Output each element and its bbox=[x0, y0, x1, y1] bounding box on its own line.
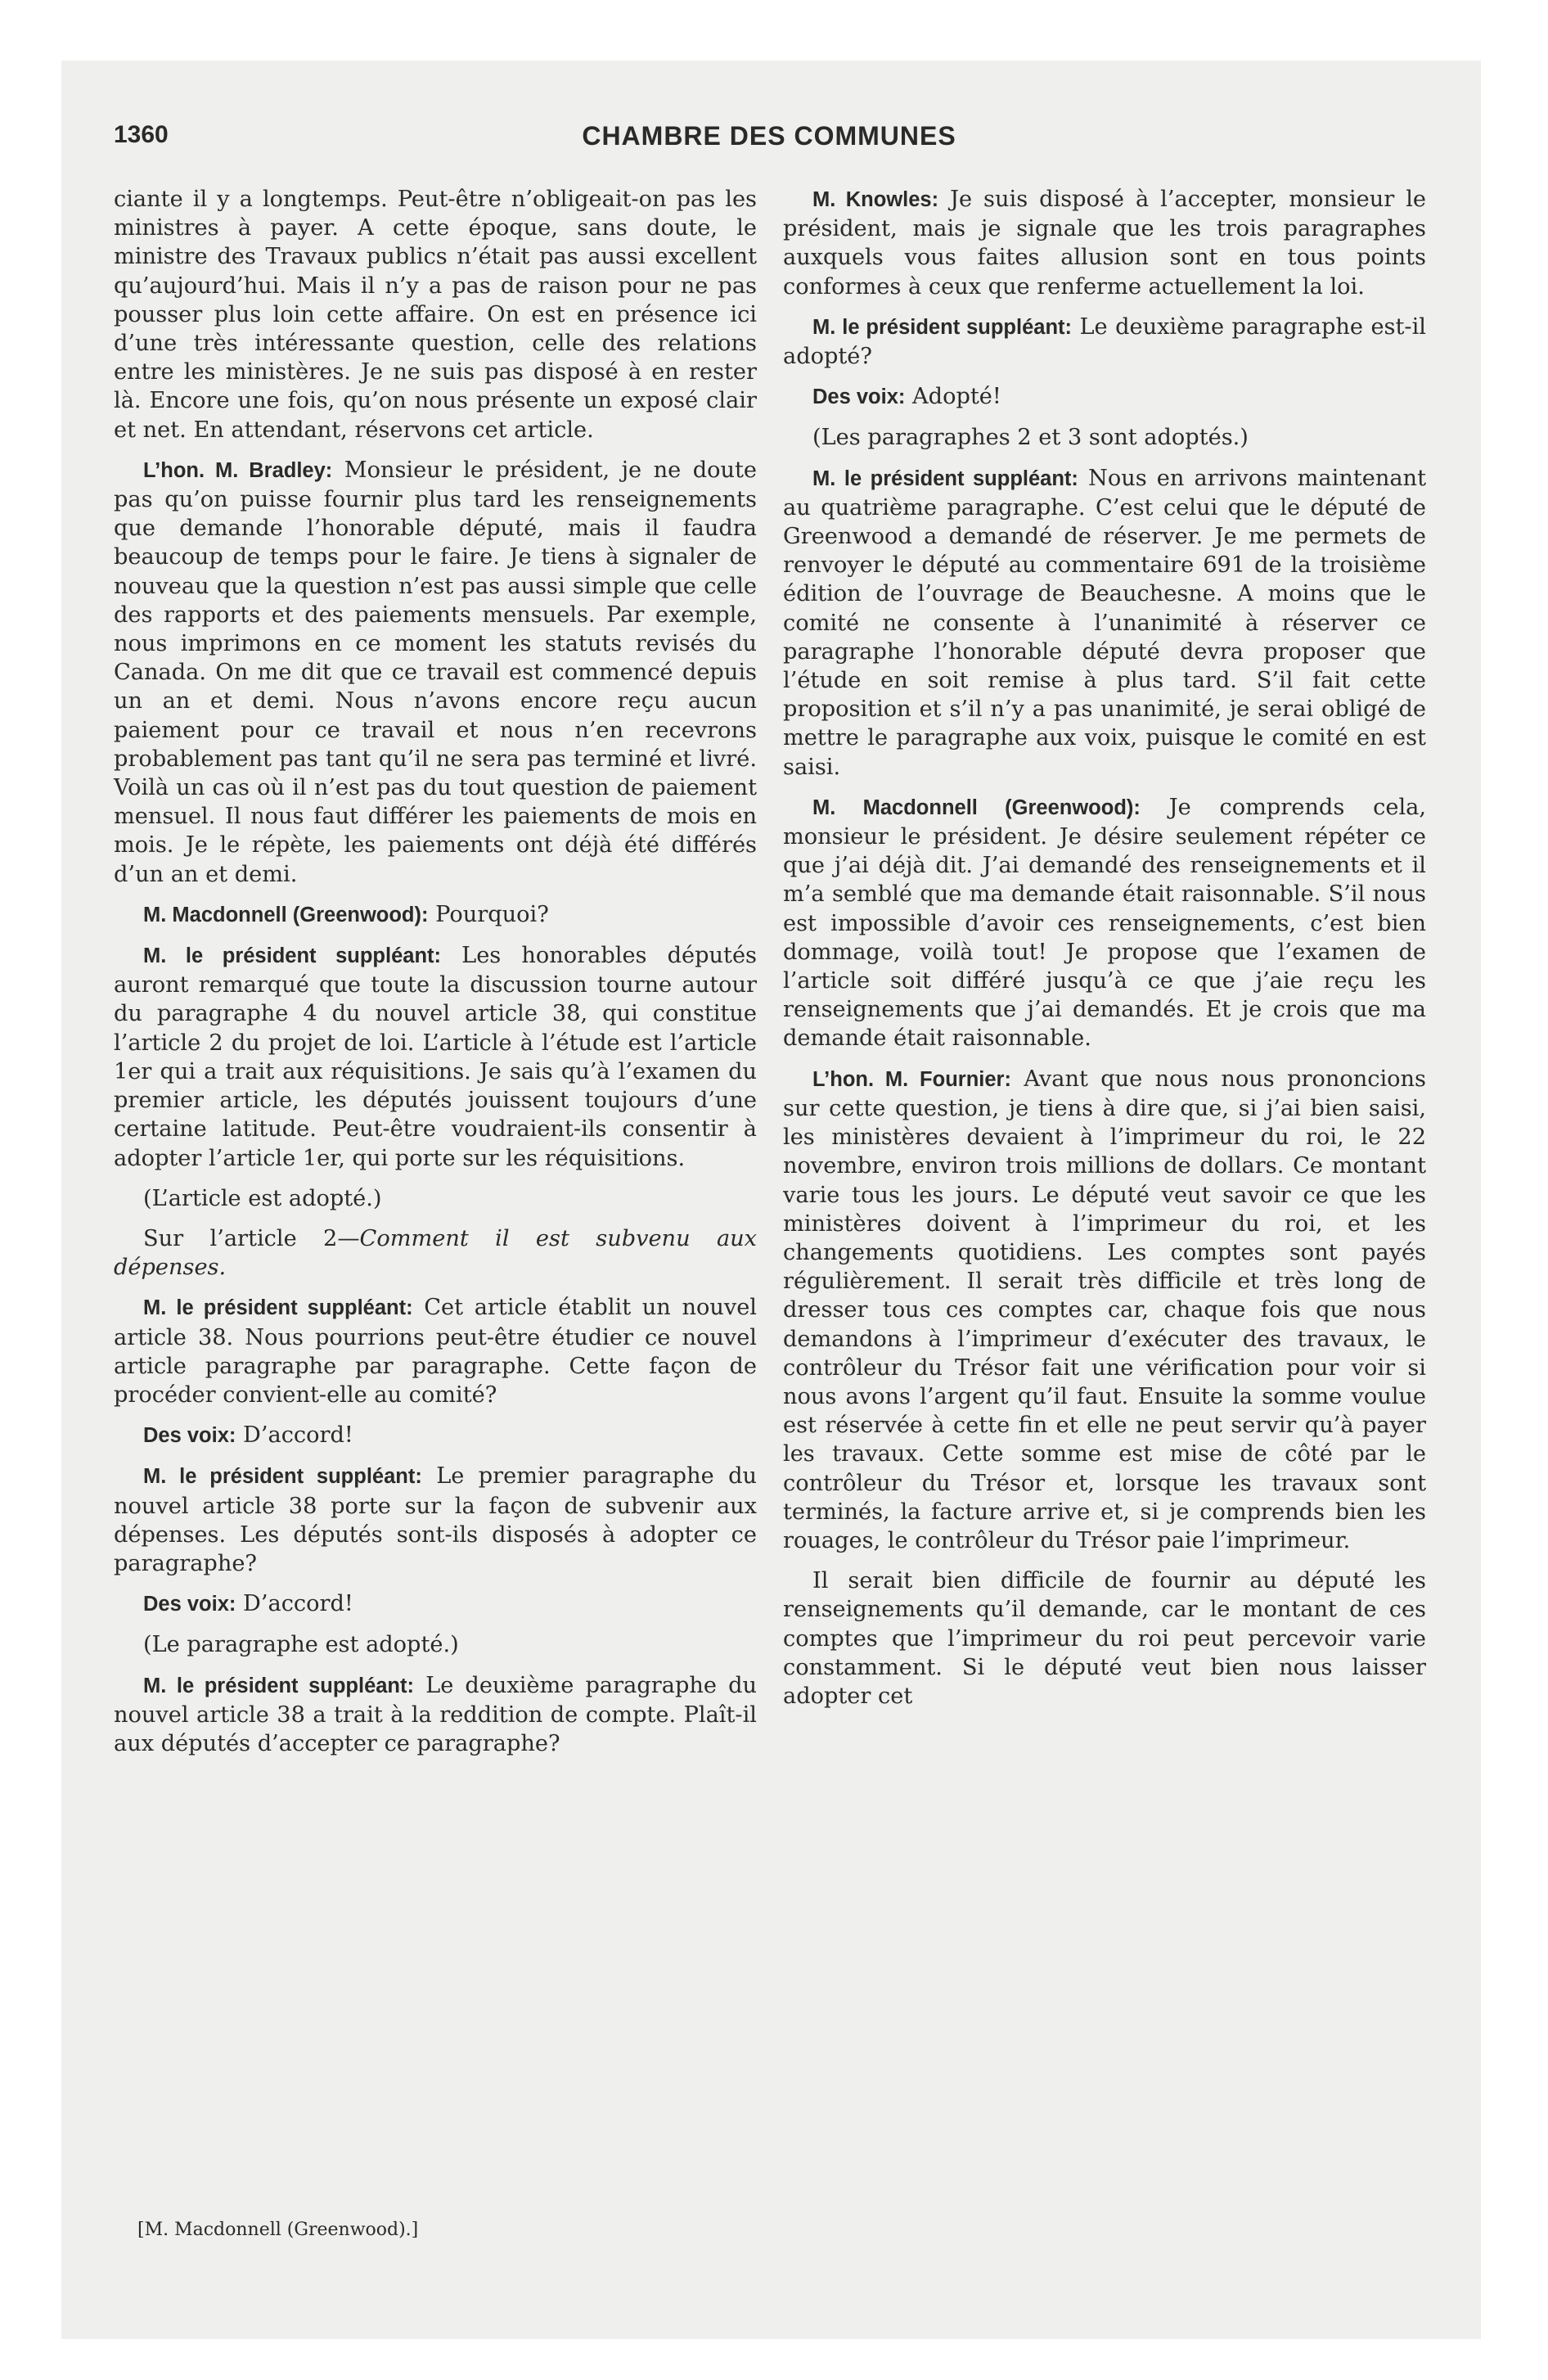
paragraph bbox=[783, 185, 1426, 301]
paragraph-text: Le deuxième paragraphe du nouvel article 38 a trait à la reddition de compte. Plaît-il aux députés d’accepter ce paragraphe? bbox=[114, 1672, 757, 1756]
paragraph-text: Cet article établit un nouvel article 38. Nous pourrions peut-être étudier ce nouvel article paragraphe par paragraphe. Cette façon de procéder convient-elle au comité? bbox=[114, 1295, 757, 1408]
paragraph bbox=[783, 423, 1426, 452]
footer-note: [M. Macdonnell (Greenwood).] bbox=[137, 2220, 419, 2240]
paragraph-text: ciante il y a longtemps. Peut-être n’obligeait-on pas les ministres à payer. A cette époque, sans doute, le ministre des Travaux publics n’était pas aussi excellent qu’aujourd’hui. Mais il n’y a pas de raison pour ne pas pousser plus loin cette affaire. On est en présence ici d’une très intéressante question, celle des relations entre les ministères. Je ne suis pas disposé à en rester là. Encore une fois, qu’on nous présente un exposé clair et net. En attendant, réservons cet article. bbox=[114, 187, 757, 443]
speaker-name: M. Macdonnell (Greenwood): bbox=[143, 903, 429, 926]
paragraph bbox=[114, 1421, 757, 1450]
speaker-name: Des voix: bbox=[143, 1424, 236, 1448]
paragraph bbox=[114, 1462, 757, 1578]
speaker-name: M. le président suppléant: bbox=[143, 1674, 414, 1697]
paragraph bbox=[114, 1293, 757, 1409]
paragraph bbox=[114, 1671, 757, 1759]
paragraph bbox=[783, 382, 1426, 412]
running-title: CHAMBRE DES COMMUNES bbox=[582, 121, 956, 151]
speaker-name: M. le président suppléant: bbox=[143, 1296, 413, 1320]
paragraph-text: D’accord! bbox=[243, 1591, 353, 1617]
speaker-name: Des voix: bbox=[143, 1593, 236, 1616]
paragraph bbox=[114, 1184, 757, 1213]
paragraph-text: Les honorables députés auront remarqué que toute la discussion tourne autour du paragraphe 4 du nouvel article 38, qui constitue l’article 2 du projet de loi. L’article à l’étude est l’article 1er qui a trait aux réquisitions. Je sais qu’à l’examen du premier article, les députés jouissent toujours d’une certaine latitude. Peut-être voudraient-ils consentir à adopter l’article 1er, qui porte sur les réquisitions. bbox=[114, 943, 757, 1171]
speaker-name: Des voix: bbox=[812, 385, 906, 409]
paragraph-text: (Le paragraphe est adopté.) bbox=[143, 1632, 459, 1658]
paragraph-text: Le premier paragraphe du nouvel article 38 porte sur la façon de subvenir aux dépenses. Les députés sont-ils disposés à adopter ce paragraphe? bbox=[114, 1463, 757, 1576]
paragraph-text: Monsieur le président, je ne doute pas qu’on puisse fournir plus tard les renseignements que demande l’honorable député, mais il faudra beaucoup de temps pour le faire. Je tiens à signaler de nouveau que la question n’est pas aussi simple que celle des rapports et des paiements mensuels. Par exemple, nous imprimons en ce moment les statuts revisés du Canada. On me dit que ce travail est commencé depuis un an et demi. Nous n’avons encore reçu aucun paiement pour ce travail et nous n’en recevrons probablement pas tant qu’il ne sera pas terminé et livré. Voilà un cas où il n’est pas du tout question de paiement mensuel. Il nous faut différer les paiements de mois en mois. Je le répète, les paiements ont déjà été différés d’un an et demi. bbox=[114, 457, 757, 887]
paragraph-text: Il serait bien difficile de fournir au député les renseignements qu’il demande, car le montant de ces comptes que l’imprimeur du roi peut percevoir varie constamment. Si le député veut bien nous laisser adopter cet bbox=[783, 1568, 1426, 1709]
speaker-name: M. le président suppléant: bbox=[143, 944, 442, 968]
paragraph-text: Sur l’article 2— bbox=[143, 1225, 360, 1251]
speaker-name: M. Knowles: bbox=[812, 188, 939, 211]
paragraph-text: Pourquoi? bbox=[435, 901, 549, 927]
right-column bbox=[783, 185, 1426, 1722]
speaker-name: L’hon. M. Fournier: bbox=[812, 1067, 1011, 1091]
paragraph-text: Je suis disposé à l’accepter, monsieur le président, mais je signale que les trois paragraphes auxquels vous faites allusion sont en tous points conformes à ceux que renferme actuellement la loi. bbox=[783, 187, 1426, 300]
paragraph-text: Le deuxième paragraphe est-il adopté? bbox=[783, 313, 1426, 370]
scanned-page bbox=[61, 61, 1481, 2339]
paragraph bbox=[114, 941, 757, 1173]
paragraph-text: Avant que nous nous prononcions sur cette question, je tiens à dire que, si j’ai bien saisi, les ministères devaient à l’imprimeur du roi, le 22 novembre, environ trois millions de dollars. Ce montant varie tous les jours. Le député veut savoir ce que les ministères doivent à l’imprimeur du roi, et les changements quotidiens. Les comptes sont payés régulièrement. Il serait très difficile et très long de dresser tous ces comptes car, chaque fois que nous demandons à l’imprimeur d’exécuter des travaux, le contrôleur du Trésor fait une vérification pour voir si nous avons l’argent qu’il faut. Ensuite la somme voulue est réservée à cette fin et elle ne peut servir qu’à payer les travaux. Cette somme est mise de côté par le contrôleur du Trésor et, lorsque les travaux sont terminés, la facture arrive et, si je comprends bien les rouages, le contrôleur du Trésor paie l’imprimeur. bbox=[783, 1066, 1426, 1553]
speaker-name: M. le président suppléant: bbox=[812, 467, 1078, 490]
speaker-name: M. Macdonnell (Greenwood): bbox=[812, 796, 1141, 819]
left-column bbox=[114, 185, 757, 1769]
italic-heading: Comment il est subvenu aux dépenses. bbox=[114, 1225, 757, 1281]
paragraph bbox=[783, 1065, 1426, 1555]
paragraph bbox=[114, 1589, 757, 1619]
paragraph bbox=[114, 1630, 757, 1659]
speaker-name: M. le président suppléant: bbox=[143, 1465, 422, 1489]
paragraph bbox=[114, 185, 757, 444]
paragraph bbox=[783, 464, 1426, 782]
paragraph bbox=[114, 1224, 757, 1282]
speaker-name: L’hon. M. Bradley: bbox=[143, 458, 333, 482]
page-number: 1360 bbox=[114, 121, 169, 148]
paragraph-text: Je comprends cela, monsieur le président. Je désire seulement répéter ce que j’ai déjà dit. J’ai demandé des renseignements et il m’a semblé que ma demande était raisonnable. S’il nous est impossible d’avoir ces renseignements, c’est bien dommage, voilà tout! Je propose que l’examen de l’article soit différé jusqu’à ce que j’aie reçu les renseignements que j’ai demandés. Et je crois que ma demande était raisonnable. bbox=[783, 794, 1426, 1052]
paragraph-text: (L’article est adopté.) bbox=[143, 1185, 382, 1211]
page-header bbox=[114, 121, 1424, 159]
paragraph bbox=[114, 456, 757, 889]
paragraph-text: (Les paragraphes 2 et 3 sont adoptés.) bbox=[812, 425, 1249, 451]
paragraph-text: Adopté! bbox=[912, 384, 1001, 410]
paragraph bbox=[783, 793, 1426, 1053]
paragraph-text: D’accord! bbox=[243, 1422, 353, 1449]
speaker-name: M. le président suppléant: bbox=[812, 315, 1073, 339]
paragraph-text: Nous en arrivons maintenant au quatrième paragraphe. C’est celui que le député de Greenwood a demandé de réserver. Je me permets de renvoyer le député au commentaire 691 de la troisième édition de l’ouvrage de Beauchesne. A moins que le comité ne consente à l’unanimité à réserver ce paragraphe l’honorable député devra proposer que l’étude en soit remise à plus tard. S’il fait cette proposition et s’il n’y a pas unanimité, je serai obligé de mettre le paragraphe aux voix, puisque le comité en est saisi. bbox=[783, 465, 1426, 780]
paragraph bbox=[114, 900, 757, 930]
paragraph bbox=[783, 1566, 1426, 1711]
paragraph bbox=[783, 313, 1426, 371]
